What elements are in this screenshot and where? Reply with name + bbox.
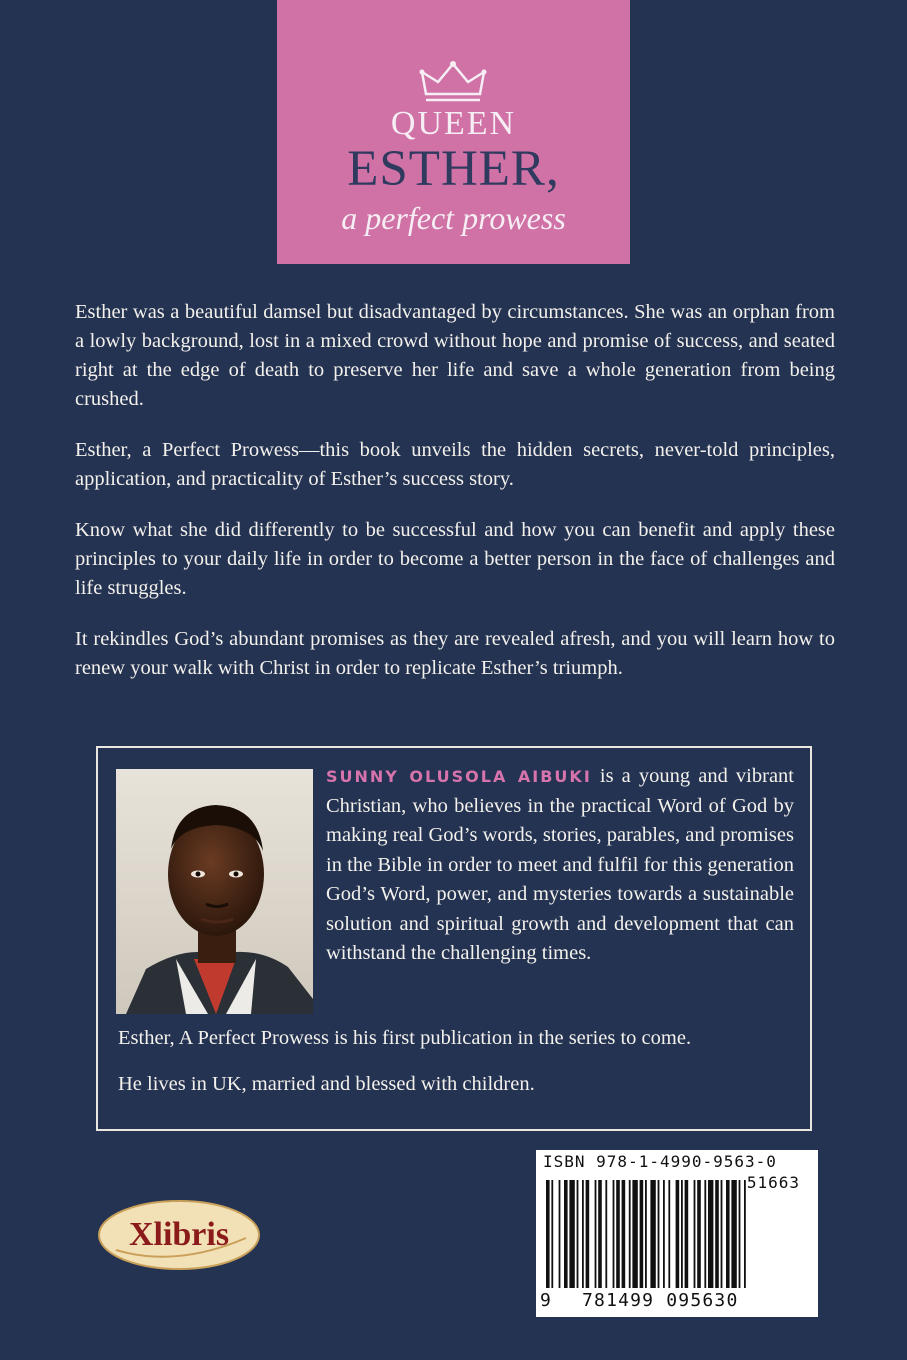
title-panel (277, 0, 630, 264)
barcode-bar (598, 1180, 602, 1288)
author-name: SUNNY OLUSOLA AIBUKI (326, 767, 592, 786)
barcode-bar (569, 1180, 574, 1288)
barcode-bar (658, 1180, 660, 1288)
barcode-bar (715, 1180, 719, 1288)
barcode-bar (744, 1180, 746, 1288)
barcode-bar (731, 1180, 736, 1288)
barcode-bar (650, 1180, 655, 1288)
barcode-bar (676, 1180, 680, 1288)
author-box (96, 746, 812, 1131)
barcode-bar (640, 1180, 644, 1288)
barcode-bar (577, 1180, 579, 1288)
barcode-bar (632, 1180, 637, 1288)
barcode-bar (739, 1180, 741, 1288)
blurb-paragraph: Know what she did differently to be successful and how you can benefit and apply these principles to your daily life in order to become a better person in the face of challenges and life struggles. (75, 519, 835, 599)
title-line-queen: QUEEN (390, 105, 517, 142)
title-line-esther: ESTHER, (347, 141, 560, 197)
barcode-bar (704, 1180, 706, 1288)
back-cover-blurb (75, 298, 835, 705)
barcode-bar (645, 1180, 647, 1288)
isbn-barcode (536, 1150, 818, 1317)
barcode-bar (559, 1180, 561, 1288)
barcode-bar (694, 1180, 696, 1288)
barcode-bar (582, 1180, 584, 1288)
author-bio (326, 762, 794, 969)
barcode-bar (546, 1180, 550, 1288)
barcode-bar (629, 1180, 631, 1288)
blurb-paragraph: Esther was a beautiful damsel but disadvantaged by circumstances. She was an orphan from a lowly background, lost in a mixed crowd without hope and promise of success, and seated right at the edge of death to preserve her life and save a whole generation from being crushed. (75, 301, 835, 410)
barcode-lead-digit: 9 (540, 1290, 551, 1311)
barcode-bar (681, 1180, 683, 1288)
isbn-text: ISBN 978-1-4990-9563-0 (543, 1152, 777, 1171)
subtitle: a perfect prowess (341, 200, 566, 236)
barcode-bar (663, 1180, 665, 1288)
barcode-bar (668, 1180, 670, 1288)
barcode-bar (586, 1180, 590, 1288)
barcode-bar (564, 1180, 568, 1288)
barcode-bar (726, 1180, 730, 1288)
crown-icon (418, 60, 488, 104)
logo-text: Xlibris (128, 1216, 230, 1253)
barcode-bar (721, 1180, 723, 1288)
barcode-bar (613, 1180, 615, 1288)
barcode-bar (616, 1180, 620, 1288)
blurb-paragraph: Esther, a Perfect Prowess—this book unveils the hidden secrets, never-told principles, application, and practicality of Esther’s success story. (75, 439, 835, 490)
barcode-bar (685, 1180, 689, 1288)
barcode-bar (622, 1180, 626, 1288)
barcode-bar (551, 1180, 553, 1288)
author-bio-text: is a young and vibrant Christian, who believes in the practical Word of God by making real God’s words, stories, parables, and promises in the Bible in order to meet and fulfil for this generation God’s Word, power, and mysteries towards a sustainable solution and spiritual growth and development that can withstand the challenging times. (326, 765, 794, 964)
xlibris-logo (96, 1198, 262, 1272)
author-photo (116, 769, 313, 1014)
barcode-bar (697, 1180, 701, 1288)
barcode-bar (708, 1180, 713, 1288)
barcode-bars (544, 1180, 810, 1290)
author-note-residence: He lives in UK, married and blessed with children. (118, 1073, 535, 1095)
barcode-digits: 781499 095630 (582, 1290, 739, 1311)
author-note-publication: Esther, A Perfect Prowess is his first publication in the series to come. (118, 1027, 692, 1049)
price-code: 51663 (746, 1173, 800, 1192)
barcode-bar (605, 1180, 607, 1288)
blurb-paragraph: It rekindles God’s abundant promises as they are revealed afresh, and you will learn how to renew your walk with Christ in order to replicate Esther’s triumph. (75, 628, 835, 679)
barcode-bar (595, 1180, 597, 1288)
